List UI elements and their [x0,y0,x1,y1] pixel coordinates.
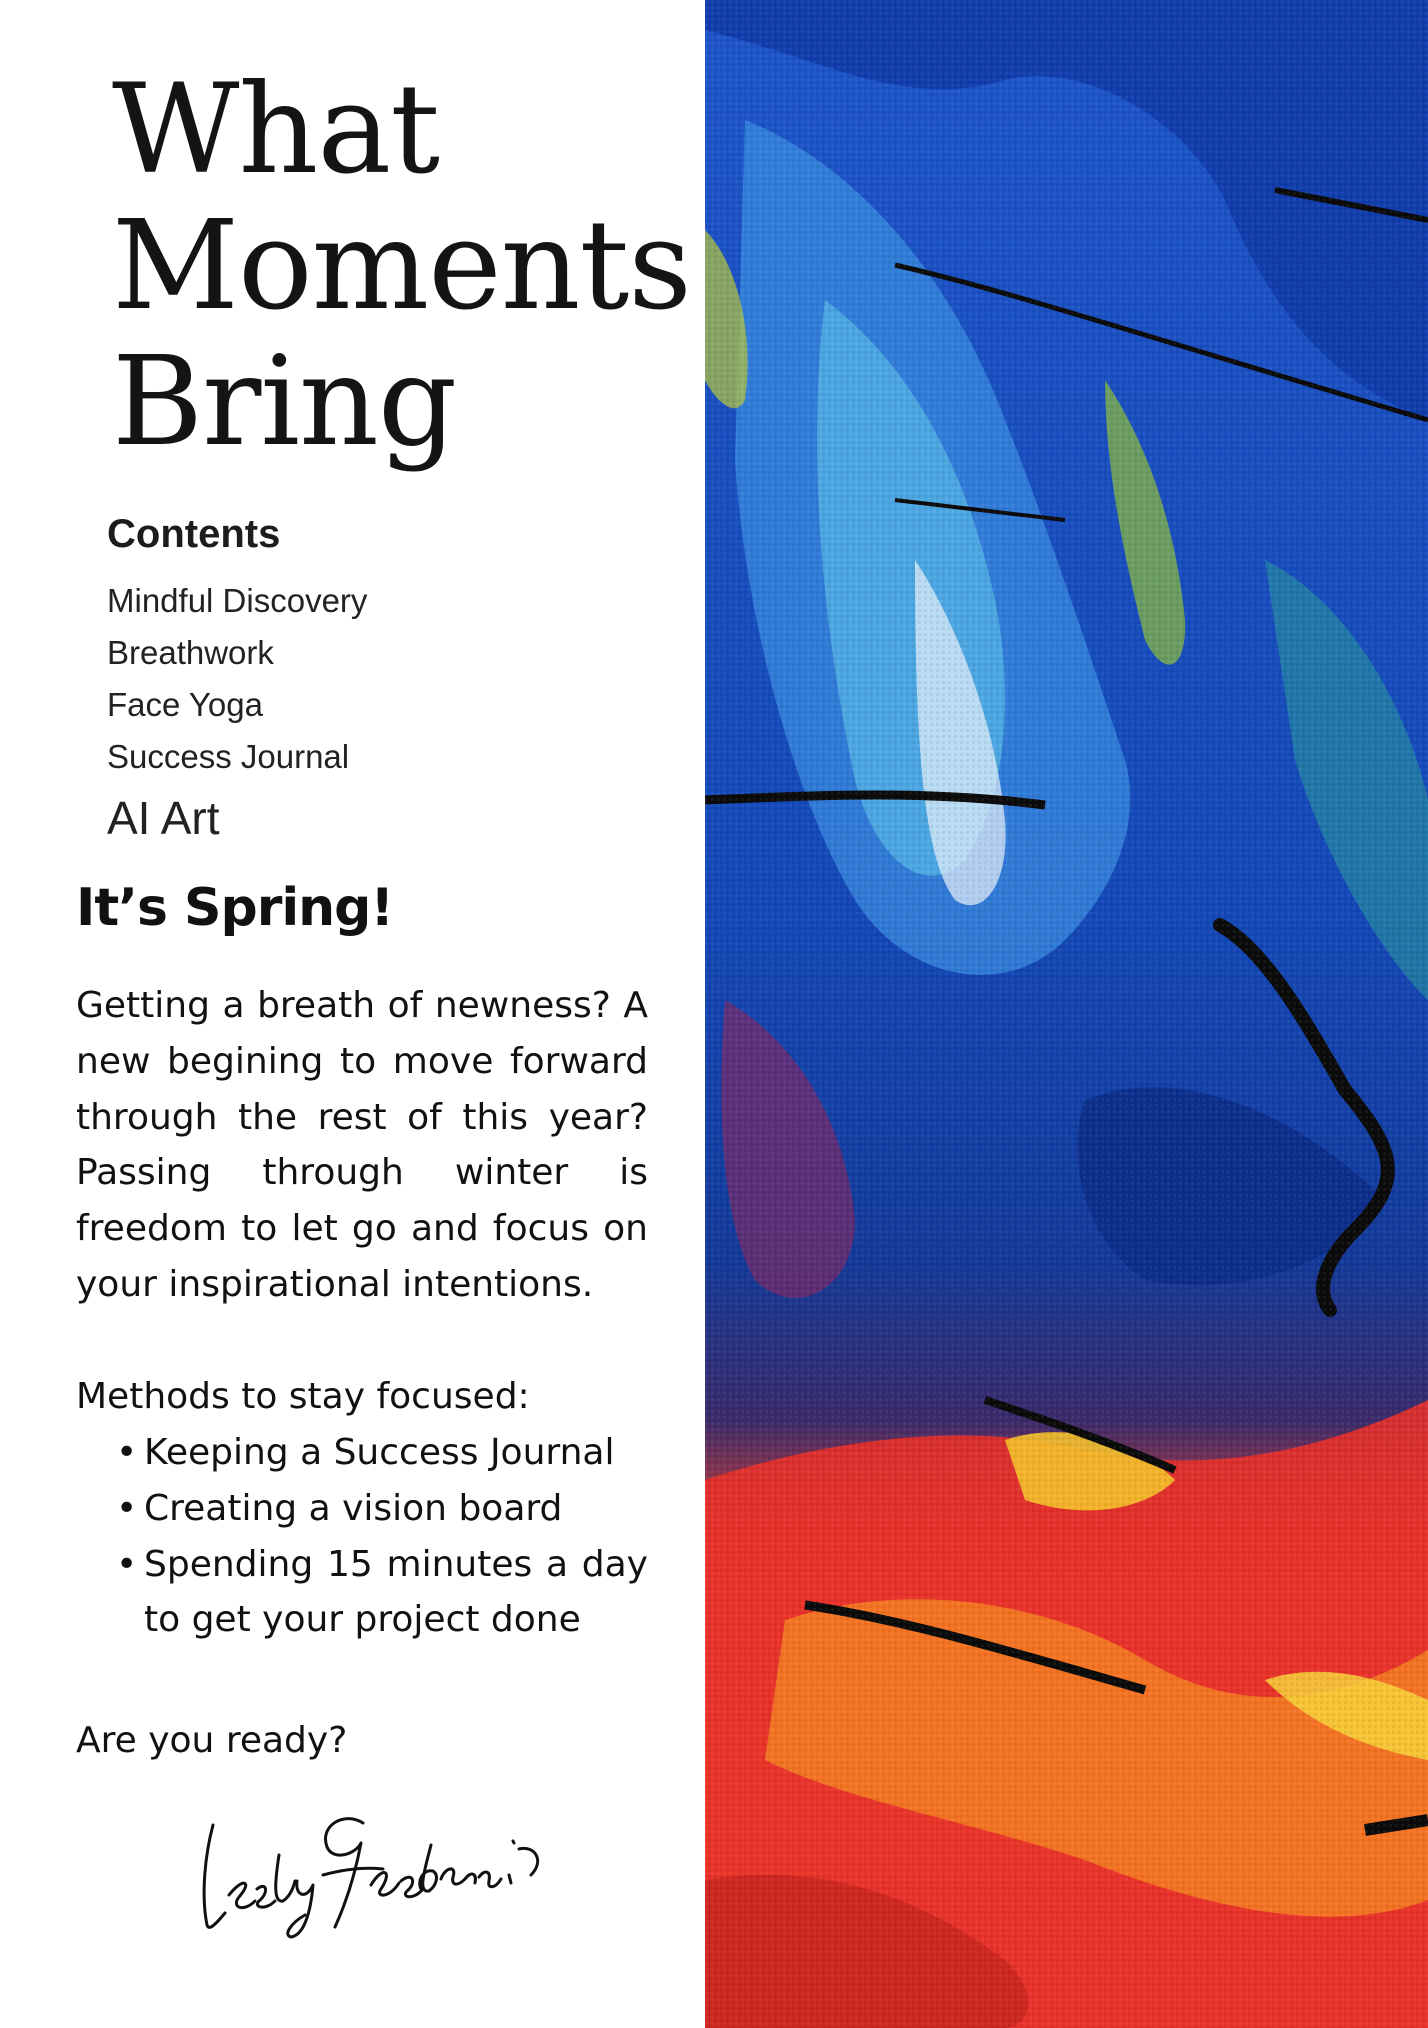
article-heading: It’s Spring! [76,878,394,938]
text-column [0,0,705,2028]
methods-list [112,1425,648,1648]
method-item: • Spending 15 minutes a day to get your project done [112,1537,648,1649]
contents-item-success-journal: Success Journal [107,738,350,775]
title-line-3: Bring [112,330,457,474]
handwritten-signature [195,1785,595,1945]
canvas-texture [705,0,1428,2028]
method-item: • Keeping a Success Journal [112,1425,648,1481]
methods-label: Methods to stay focused: [76,1376,530,1417]
abstract-painting [705,0,1428,2028]
magazine-title [112,58,691,474]
contents-item-ai-art: AI Art [107,792,220,844]
contents-item-face-yoga: Face Yoga [107,686,263,723]
contents-item-breathwork: Breathwork [107,634,274,671]
title-line-2: Moments [112,194,691,338]
closing-question: Are you ready? [76,1720,348,1761]
article-intro: Getting a breath of newness? A new begining to move forward through the rest of this year? Passing through winter is freedom to let go and focus on your inspirational intentions. [76,985,648,1305]
contents-heading: Contents [107,512,281,556]
method-item: • Creating a vision board [112,1481,648,1537]
contents-list [107,575,367,853]
contents-item-mindful-discovery: Mindful Discovery [107,582,368,619]
title-line-1: What [112,58,440,202]
